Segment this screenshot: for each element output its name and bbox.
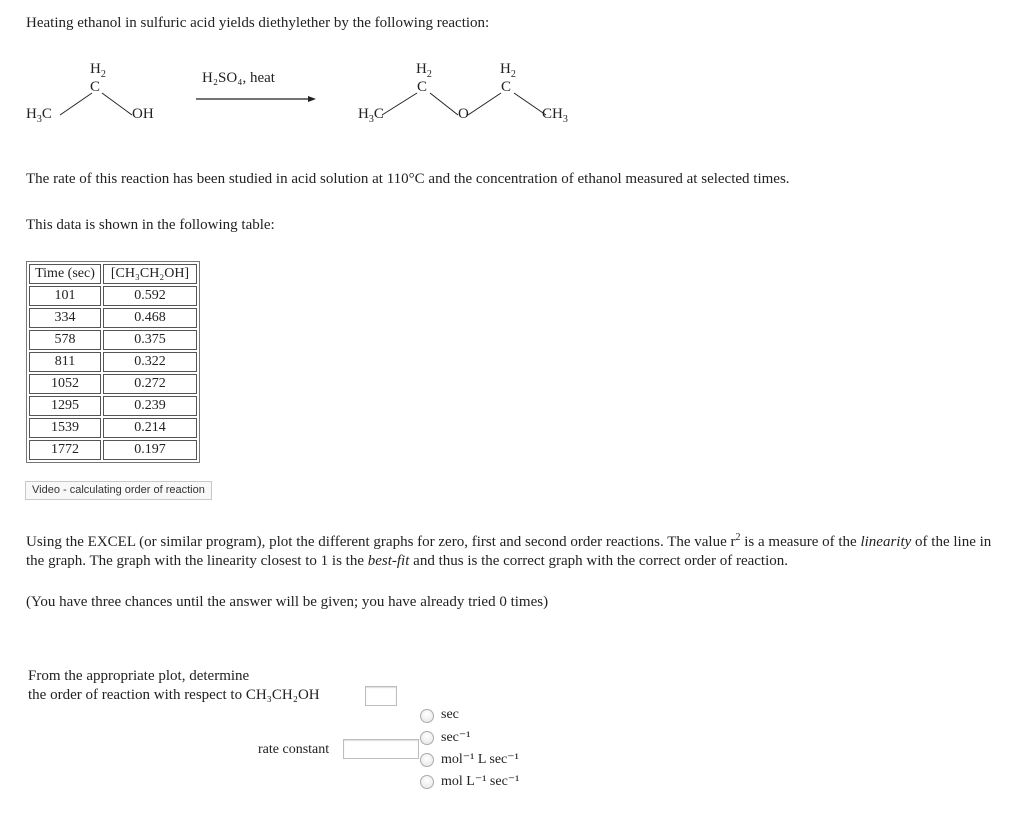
bond-lines	[20, 55, 620, 135]
time-cell: 1052	[29, 374, 101, 394]
h3c-label: $H_3C$	[26, 106, 52, 125]
time-cell: 1539	[29, 418, 101, 438]
carbon-label: C	[90, 79, 101, 95]
carbon-label-2: C	[417, 79, 428, 95]
concentration-cell: 0.239	[103, 396, 197, 416]
unit-radio-second-order[interactable]	[420, 753, 434, 767]
intro-text: Heating ethanol in sulfuric acid yields diethylether by the following reaction:	[26, 15, 490, 31]
table-row	[29, 308, 197, 328]
rate-constant-input[interactable]	[343, 739, 419, 759]
h2-label-3: $H_2$	[500, 61, 516, 80]
table-row	[29, 374, 197, 394]
unit-radio-zero-order[interactable]	[420, 775, 434, 789]
data-intro-text: This data is shown in the following table:	[26, 217, 275, 233]
unit-label-inverse-sec: sec⁻¹	[441, 730, 471, 745]
concentration-cell: 0.375	[103, 330, 197, 350]
table-row	[29, 330, 197, 350]
unit-radio-inverse-sec[interactable]	[420, 731, 434, 745]
carbon-label-3: C	[501, 79, 512, 95]
ch3-label: $CH_3$	[542, 106, 568, 125]
question-line-1: From the appropriate plot, determine	[28, 668, 250, 684]
time-cell: 811	[29, 352, 101, 372]
unit-radio-sec[interactable]	[420, 709, 434, 723]
time-cell: 1295	[29, 396, 101, 416]
h3c-label-2: $H_3C$	[358, 106, 384, 125]
unit-label-sec: sec	[441, 707, 459, 722]
table-header-row	[29, 264, 197, 284]
unit-label-second-order: mol⁻¹ L sec⁻¹	[441, 752, 519, 767]
h2-label: $H_2$	[90, 61, 106, 80]
concentration-cell: 0.322	[103, 352, 197, 372]
time-cell: 578	[29, 330, 101, 350]
order-input[interactable]	[365, 686, 397, 706]
chances-text: (You have three chances until the answer will be given; you have already tried 0 times)	[26, 594, 549, 610]
concentration-cell: 0.272	[103, 374, 197, 394]
unit-label-zero-order: mol L⁻¹ sec⁻¹	[441, 774, 520, 789]
rate-constant-label: rate constant	[258, 742, 330, 757]
table-row	[29, 352, 197, 372]
question-line-2: the order of reaction with respect to CH₃CH₂OH	[28, 687, 320, 703]
instructions-text: Using the EXCEL (or similar program), plot the different graphs for zero, first and second order reactions. The value $r^2$ is a measure of the linearity of the line in the graph. The graph with the linearity closest to 1 is the best-fit and thus is the correct graph with the correct order of reaction.	[26, 532, 992, 569]
concentration-table	[26, 261, 200, 463]
time-cell: 334	[29, 308, 101, 328]
concentration-cell: 0.592	[103, 286, 197, 306]
h2-label-2: $H_2$	[416, 61, 432, 80]
table-row	[29, 440, 197, 460]
concentration-cell: 0.468	[103, 308, 197, 328]
time-cell: 101	[29, 286, 101, 306]
table-row	[29, 286, 197, 306]
video-button[interactable]: Video - calculating order of reaction	[25, 481, 212, 500]
time-cell: 1772	[29, 440, 101, 460]
reaction-scheme	[20, 55, 620, 135]
rate-study-text: The rate of this reaction has been studied in acid solution at 110°C and the concentration of ethanol measured at selected times.	[26, 171, 790, 187]
table-row	[29, 396, 197, 416]
hydroxyl-label: OH	[132, 106, 154, 122]
table-row	[29, 418, 197, 438]
concentration-cell: 0.197	[103, 440, 197, 460]
oxygen-label: O	[458, 106, 469, 122]
concentration-cell: 0.214	[103, 418, 197, 438]
time-column-header: Time (sec)	[29, 264, 101, 284]
reaction-conditions: H₂SO₄, heat	[202, 70, 275, 86]
concentration-column-header: [CH₃CH₂OH]	[103, 264, 197, 284]
